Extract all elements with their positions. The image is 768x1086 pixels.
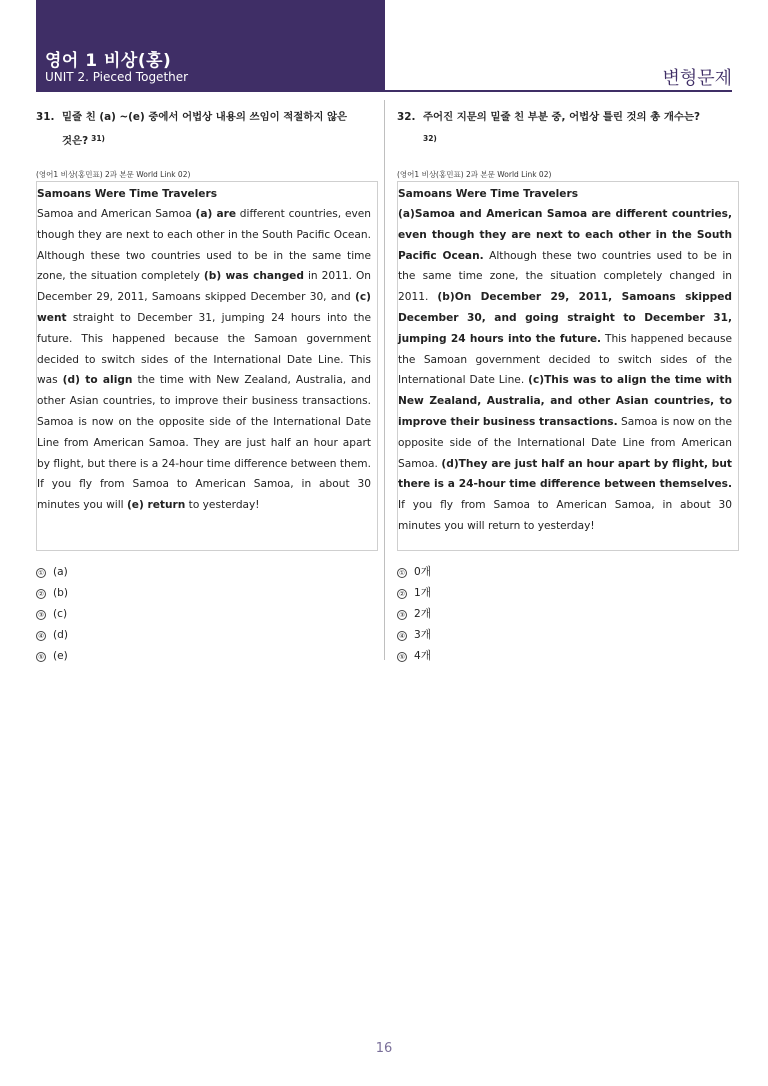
- question-text: [423, 106, 742, 152]
- choice-mark: ①: [36, 568, 46, 578]
- passage-title: Samoans Were Time Travelers: [37, 188, 218, 200]
- choice-label: (a): [53, 566, 68, 578]
- choice-label: (c): [53, 608, 68, 620]
- choice-item[interactable]: [36, 604, 68, 625]
- choice-mark: ③: [397, 610, 407, 620]
- question-text: [62, 106, 381, 152]
- choice-mark: ②: [397, 589, 407, 599]
- choice-mark: ③: [36, 610, 46, 620]
- passage-body: Samoa and American Samoa (a) are different countries, even though they are next to each other in the South Pacific Ocean. Although these two countries used to be in the same time zone, the situation completely (b) was changed in 2011. On December 29, 2011, Samoans skipped December 30, and (c) went straight to December 31, jumping 24 hours into the future. This happened because the Samoan government decided to switch sides of the International Date Line. This was (d) to align the time with New Zealand, Australia, and other Asian countries, to improve their business transactions. Samoa is now on the opposite side of the International Date Line from American Samoa. They are just half an hour apart by flight, but there is a 24-hour time difference between them. If you fly from Samoa to American Samoa, in about 30 minutes you will (e) return to yesterday!: [37, 208, 372, 512]
- choice-label: 0개: [414, 566, 431, 578]
- book-title: 영어 1 비상(홍): [45, 51, 172, 71]
- passage-source: (영어1 비상(홍민표) 2과 본문 World Link 02): [36, 170, 191, 179]
- choice-item[interactable]: [397, 604, 431, 625]
- passage-box-31: [36, 181, 378, 551]
- choice-mark: ④: [397, 631, 407, 641]
- choice-mark: ④: [36, 631, 46, 641]
- choice-label: (d): [53, 629, 68, 641]
- unit-title: UNIT 2. Pieced Together: [45, 70, 189, 84]
- choice-item[interactable]: [397, 583, 431, 604]
- passage-title: Samoans Were Time Travelers: [398, 188, 579, 200]
- passage-source: (영어1 비상(홍민표) 2과 본문 World Link 02): [397, 170, 552, 179]
- choice-label: 3개: [414, 629, 431, 641]
- choice-item[interactable]: [397, 625, 431, 646]
- question-text-line1: 밑줄 친 (a) ~(e) 중에서 어법상 내용의 쓰임이 적절하지 않은: [62, 111, 348, 123]
- choice-label: (b): [53, 587, 68, 599]
- question-number: 32.: [397, 111, 416, 123]
- choices-31: [36, 562, 68, 667]
- choice-label: 1개: [414, 587, 431, 599]
- choice-item[interactable]: [36, 625, 68, 646]
- header-rule: [36, 90, 732, 92]
- choice-mark: ①: [397, 568, 407, 578]
- page-number: 16: [375, 1041, 393, 1056]
- choice-mark: ②: [36, 589, 46, 599]
- choice-item[interactable]: [36, 583, 68, 604]
- question-31: [36, 106, 381, 152]
- question-text-line2: 것은?: [62, 135, 89, 147]
- choice-mark: ⑤: [36, 652, 46, 662]
- footnote-ref: 32): [423, 134, 437, 143]
- passage-box-32: [397, 181, 739, 551]
- choice-label: 2개: [414, 608, 431, 620]
- choice-mark: ⑤: [397, 652, 407, 662]
- section-label: 변형문제: [662, 68, 732, 89]
- column-divider: [384, 100, 385, 660]
- question-number: 31.: [36, 111, 55, 123]
- choice-item[interactable]: [36, 646, 68, 667]
- choice-label: 4개: [414, 650, 431, 662]
- choice-item[interactable]: [36, 562, 68, 583]
- choices-32: [397, 562, 431, 667]
- choice-item[interactable]: [397, 646, 431, 667]
- choice-label: (e): [53, 650, 68, 662]
- choice-item[interactable]: [397, 562, 431, 583]
- question-32: [397, 106, 742, 152]
- passage-body: (a)Samoa and American Samoa are different countries, even though they are next to each other in the South Pacific Ocean. Although these two countries used to be in the same time zone, the situation completely changed in 2011. (b)On December 29, 2011, Samoans skipped December 30, and going straight to December 31, jumping 24 hours into the future. This happened because the Samoan government decided to switch sides of the International Date Line. (c)This was to align the time with New Zealand, Australia, and other Asian countries, to improve their business transactions. Samoa is now on the opposite side of the International Date Line from American Samoa. (d)They are just half an hour apart by flight, but there is a 24-hour time difference between themselves. If you fly from Samoa to American Samoa, in about 30 minutes you will return to yesterday!: [398, 208, 733, 532]
- footnote-ref: 31): [91, 134, 105, 143]
- question-text-line1: 주어진 지문의 밑줄 친 부분 중, 어법상 틀린 것의 총 개수는?: [423, 111, 701, 123]
